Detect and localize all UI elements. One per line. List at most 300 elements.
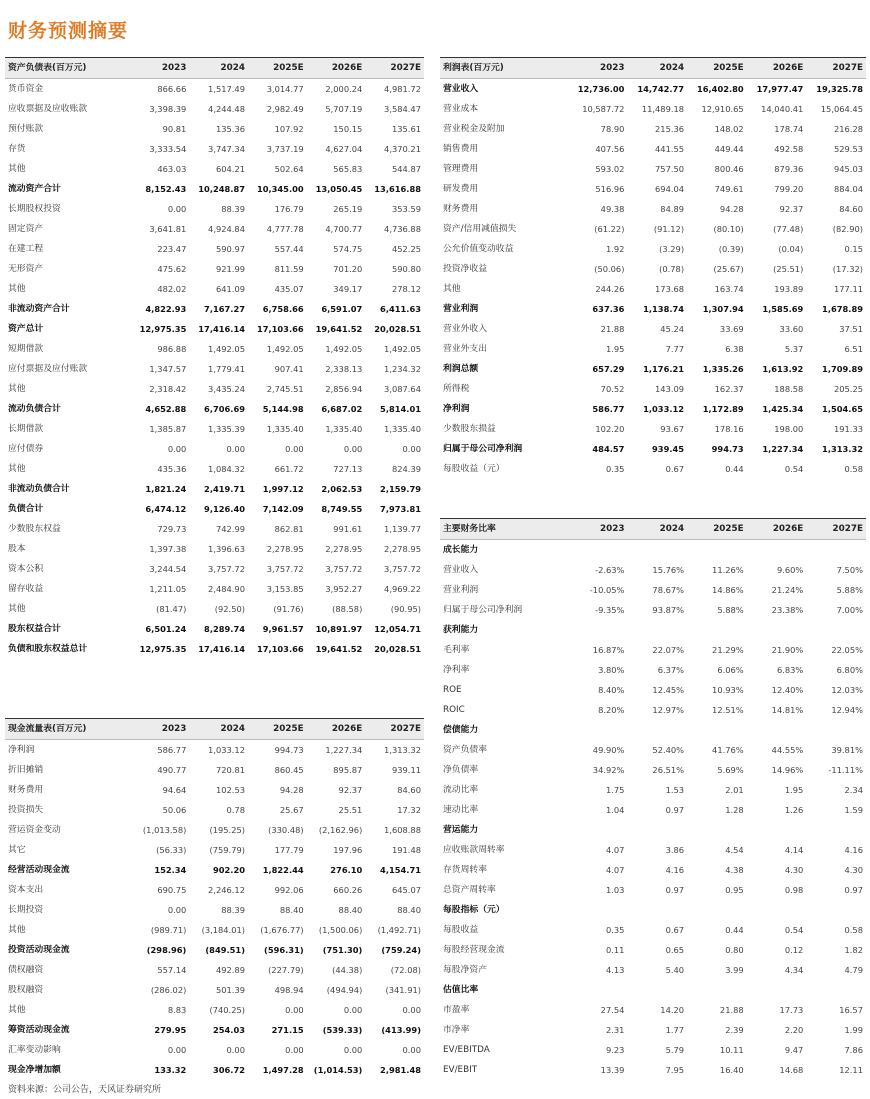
row-value: 7.77 (665, 344, 685, 354)
row-value: 12.40% (771, 685, 804, 695)
row-value: 2,856.94 (325, 384, 363, 394)
row-value: 3,244.54 (149, 564, 187, 574)
row-value (627, 820, 687, 840)
table-title: 主要财务比率 (440, 519, 568, 540)
row-label: 总资产周转率 (443, 885, 496, 895)
row-value: (989.71) (150, 925, 187, 935)
row-value: 3,747.34 (208, 144, 245, 154)
row-value: 452.25 (391, 244, 421, 254)
row-value: 94.64 (162, 785, 187, 795)
row-value: 0.00 (167, 444, 187, 454)
row-value: 94.28 (279, 785, 304, 795)
row-value: 498.94 (274, 985, 304, 995)
table-row (440, 319, 866, 339)
row-value: 162.37 (714, 384, 744, 394)
row-value: 21.29% (712, 645, 744, 655)
table-row (5, 740, 424, 761)
table-row (440, 880, 866, 900)
table-row (5, 159, 424, 179)
row-value (747, 900, 807, 920)
row-value (627, 620, 687, 640)
row-value: 6,758.66 (262, 304, 304, 314)
row-value (806, 540, 866, 561)
row-value: (88.58) (332, 604, 363, 614)
row-value: 5,144.98 (262, 404, 304, 414)
row-value: (330.48) (268, 825, 304, 835)
row-value: 7,973.81 (380, 504, 421, 514)
row-value (747, 620, 807, 640)
row-value: 84.60 (839, 204, 863, 214)
row-value: 435.07 (274, 284, 304, 294)
row-value: 265.19 (333, 204, 363, 214)
row-value: 41.76% (712, 745, 744, 755)
row-value: (341.91) (385, 985, 421, 995)
row-value: 986.88 (157, 344, 187, 354)
row-value: 720.81 (215, 765, 245, 775)
table-row (440, 1040, 866, 1060)
table-header-row (5, 719, 424, 740)
row-label: 长期借款 (8, 424, 44, 434)
row-value: (0.04) (778, 244, 804, 254)
row-value: 148.02 (714, 124, 744, 134)
row-value: 529.53 (833, 144, 863, 154)
row-value: 884.04 (833, 184, 863, 194)
row-label: 流动负债合计 (8, 404, 61, 414)
table-row (440, 239, 866, 259)
row-value: 11,489.18 (641, 104, 685, 114)
row-value: 544.87 (391, 164, 421, 174)
row-value: 701.20 (333, 264, 363, 274)
row-label: 其他 (8, 284, 26, 294)
row-value: 2,318.42 (149, 384, 187, 394)
row-value: 163.74 (714, 284, 744, 294)
row-value: 1,335.40 (384, 424, 421, 434)
table-row (5, 319, 424, 339)
row-value: 215.36 (655, 124, 685, 134)
row-label: 所得税 (443, 384, 470, 394)
row-value: 939.11 (391, 765, 421, 775)
year-header: 2023 (131, 719, 190, 740)
row-label: 速动比率 (443, 805, 479, 815)
row-label: 股东权益合计 (8, 624, 61, 634)
table-row (5, 780, 424, 800)
year-header: 2027E (365, 719, 424, 740)
row-label: 销售费用 (443, 144, 479, 154)
row-label: 应付票据及应付账款 (8, 364, 88, 374)
row-value: 1.82 (844, 945, 863, 955)
row-value: (2,162.96) (318, 825, 363, 835)
table-row (440, 119, 866, 139)
row-value: (195.25) (209, 825, 245, 835)
row-value (687, 620, 747, 640)
row-value: (849.51) (205, 945, 245, 955)
row-label: 公允价值变动收益 (443, 244, 514, 254)
row-value: 727.13 (333, 464, 363, 474)
row-value: 1.59 (844, 805, 863, 815)
row-label: 净利率 (443, 665, 470, 675)
row-value: (539.33) (322, 1025, 363, 1035)
table-row (440, 379, 866, 399)
row-value: 14,040.41 (761, 104, 804, 114)
row-value: 33.69 (719, 324, 744, 334)
row-value: (17.32) (832, 264, 863, 274)
row-value: 23.38% (771, 605, 804, 615)
row-value: 49.90% (592, 745, 625, 755)
row-value: 5,814.01 (380, 404, 421, 414)
row-value: 1,176.21 (643, 364, 685, 374)
row-value: 22.07% (652, 645, 685, 655)
row-value (627, 980, 687, 1000)
row-value: 0.12 (784, 945, 804, 955)
row-value: 660.26 (333, 885, 363, 895)
row-value: 10.93% (712, 685, 744, 695)
row-value: 799.20 (774, 184, 804, 194)
row-value: 12.03% (831, 685, 863, 695)
row-label: 长期股权投资 (8, 204, 61, 214)
row-value: 757.50 (655, 164, 685, 174)
row-value: 9,126.40 (204, 504, 245, 514)
row-value: 2,246.12 (208, 885, 245, 895)
row-value: 586.77 (157, 745, 187, 755)
row-value: 690.75 (157, 885, 187, 895)
row-value: 2.31 (605, 1025, 625, 1035)
row-label: 留存收益 (8, 584, 44, 594)
row-label: 存货周转率 (443, 865, 487, 875)
table-row (5, 639, 424, 659)
table-row (5, 920, 424, 940)
row-value: 6,591.07 (321, 304, 363, 314)
year-header: 2025E (248, 58, 307, 79)
row-value (627, 540, 687, 561)
year-header: 2026E (307, 58, 366, 79)
row-value: 729.73 (157, 524, 187, 534)
row-value: 3,584.47 (384, 104, 421, 114)
row-value: (72.08) (390, 965, 421, 975)
row-value: 0.00 (343, 1005, 363, 1015)
table-row (5, 1040, 424, 1060)
table-row (440, 860, 866, 880)
row-value: 0.54 (784, 925, 804, 935)
row-value: 10.11 (719, 1045, 744, 1055)
row-value: 2,159.79 (380, 484, 421, 494)
row-value: (759.79) (209, 845, 245, 855)
row-value: 93.87% (652, 605, 685, 615)
row-value: 945.03 (833, 164, 863, 174)
row-value: 12.94% (831, 705, 863, 715)
row-value: 449.44 (714, 144, 744, 154)
row-value (627, 720, 687, 740)
row-value: 49.38 (600, 204, 625, 214)
row-value: 1,234.32 (384, 364, 421, 374)
table-title: 资产负债表(百万元) (5, 58, 131, 79)
row-value: 1,313.32 (822, 444, 863, 454)
row-label: 营业外支出 (443, 344, 487, 354)
row-label: 货币资金 (8, 84, 44, 94)
financial-ratios-table (440, 518, 866, 1080)
row-value: 1,335.40 (325, 424, 363, 434)
row-label: 营业成本 (443, 104, 479, 114)
row-value: 17,103.66 (256, 644, 304, 654)
row-value: 16,402.80 (696, 84, 744, 94)
year-header: 2026E (307, 719, 366, 740)
year-header: 2024 (627, 519, 687, 540)
row-value: 590.97 (215, 244, 245, 254)
row-label: 流动比率 (443, 785, 479, 795)
row-value: 490.77 (157, 765, 187, 775)
row-value: 1,504.65 (822, 404, 863, 414)
row-label: 营运能力 (443, 825, 479, 835)
row-value: 4.13 (605, 965, 625, 975)
row-value: 484.57 (592, 444, 625, 454)
table-row (440, 259, 866, 279)
row-value: (1,013.58) (142, 825, 187, 835)
row-value: 1,313.32 (384, 745, 421, 755)
table-row (440, 279, 866, 299)
table-row (440, 419, 866, 439)
row-value: 25.51 (338, 805, 363, 815)
row-value: 5.69% (717, 765, 744, 775)
row-value: (92.50) (214, 604, 245, 614)
row-value: 4,627.04 (325, 144, 363, 154)
row-value: 4.38 (725, 865, 744, 875)
row-value: 198.00 (774, 424, 804, 434)
row-value (747, 720, 807, 740)
row-value: 16.87% (592, 645, 625, 655)
row-value: 1,492.05 (266, 344, 304, 354)
row-label: ROE (443, 685, 462, 695)
table-row (5, 399, 424, 419)
row-value: 586.77 (592, 404, 625, 414)
row-value: 1,227.34 (762, 444, 804, 454)
table-row (440, 560, 866, 580)
row-label: 资本支出 (8, 885, 44, 895)
row-value: 7.86 (844, 1045, 863, 1055)
row-value: 4.30 (844, 865, 863, 875)
table-row (5, 519, 424, 539)
row-value: 178.74 (774, 124, 804, 134)
row-value: (25.67) (713, 264, 744, 274)
row-value: 860.45 (274, 765, 304, 775)
row-value: 188.58 (774, 384, 804, 394)
row-value: 2.39 (725, 1025, 744, 1035)
row-value: 1,608.88 (384, 825, 421, 835)
row-value: 3,435.24 (208, 384, 245, 394)
row-value: 604.21 (215, 164, 245, 174)
row-value: 482.02 (157, 284, 187, 294)
year-header: 2027E (806, 58, 866, 79)
row-value: 92.37 (779, 204, 804, 214)
row-value: 8.20% (598, 705, 625, 715)
row-value: 276.10 (330, 865, 363, 875)
row-label: 在建工程 (8, 244, 44, 254)
row-label: 管理费用 (443, 164, 479, 174)
table-row (5, 1000, 424, 1020)
row-value: 1.28 (725, 805, 744, 815)
row-value: 27.54 (600, 1005, 625, 1015)
row-value: 11.26% (712, 565, 744, 575)
section-row (440, 980, 866, 1000)
row-label: 筹资活动现金流 (8, 1025, 70, 1035)
row-value: 492.89 (215, 965, 245, 975)
row-value: 3,757.72 (208, 564, 245, 574)
row-value: 492.58 (774, 144, 804, 154)
row-value: 0.97 (844, 885, 863, 895)
row-value: (759.24) (381, 945, 421, 955)
row-value: 0.00 (343, 1045, 363, 1055)
row-value: 1.95 (605, 344, 625, 354)
row-label: 现金净增加额 (8, 1065, 61, 1075)
table-row (5, 179, 424, 199)
row-value: 78.90 (600, 124, 625, 134)
row-value: 12.11 (839, 1065, 863, 1075)
row-label: 投资净收益 (443, 264, 487, 274)
row-value: 5.40 (665, 965, 685, 975)
table-row (5, 900, 424, 920)
row-value: 2,278.95 (266, 544, 304, 554)
row-label: 固定资产 (8, 224, 44, 234)
row-value: 1,138.74 (643, 304, 685, 314)
row-value: 8,289.74 (204, 624, 245, 634)
row-value: 92.37 (338, 785, 363, 795)
row-value: 15,064.45 (820, 104, 863, 114)
row-value: 20,028.51 (374, 644, 421, 654)
row-value: 10,891.97 (315, 624, 363, 634)
row-value: -10.05% (589, 585, 625, 595)
row-value: (77.48) (773, 224, 804, 234)
row-value: 4.14 (784, 845, 804, 855)
row-value: (413.99) (381, 1025, 421, 1035)
row-label: 负债合计 (8, 504, 44, 514)
row-value: 1.77 (665, 1025, 685, 1035)
row-value: 407.56 (595, 144, 625, 154)
section-row (440, 540, 866, 561)
row-label: 其他 (8, 384, 26, 394)
row-label: 其他 (8, 464, 26, 474)
row-value: 13,616.88 (374, 184, 421, 194)
row-value: 0.00 (167, 1045, 187, 1055)
row-value: (82.90) (832, 224, 863, 234)
row-value: 641.09 (215, 284, 245, 294)
section-row (440, 620, 866, 640)
row-value: 349.17 (333, 284, 363, 294)
row-value (568, 820, 628, 840)
row-value: 2,000.24 (325, 84, 363, 94)
row-value: 557.14 (157, 965, 187, 975)
row-value: 824.39 (391, 464, 421, 474)
table-row (440, 439, 866, 459)
row-value: 5.37 (784, 344, 804, 354)
row-label: 流动资产合计 (8, 184, 61, 194)
row-value: 0.00 (226, 444, 245, 454)
row-value: 177.79 (274, 845, 304, 855)
row-label: 其他 (8, 925, 26, 935)
row-value: 907.41 (274, 364, 304, 374)
row-value: 15.76% (652, 565, 685, 575)
row-label: 应收票据及应收账款 (8, 104, 88, 114)
row-value: 14.86% (712, 585, 744, 595)
row-value: 17,416.14 (198, 644, 245, 654)
table-row (5, 960, 424, 980)
table-row (440, 159, 866, 179)
row-value: 991.61 (333, 524, 363, 534)
row-value: 1.75 (605, 785, 625, 795)
row-value (806, 620, 866, 640)
row-label: 短期借款 (8, 344, 44, 354)
row-value: 994.73 (711, 444, 744, 454)
row-value: (81.47) (156, 604, 187, 614)
row-value: 1,997.12 (262, 484, 304, 494)
row-value: (0.78) (659, 264, 685, 274)
row-label: 利润总额 (443, 364, 479, 374)
row-value: 6,411.63 (380, 304, 421, 314)
table-row (5, 139, 424, 159)
row-label: 每股指标（元） (443, 905, 505, 915)
row-value: 14,742.77 (637, 84, 685, 94)
row-value: (740.25) (209, 1005, 245, 1015)
row-value: 4,154.71 (380, 865, 421, 875)
row-value: 3,757.72 (266, 564, 304, 574)
table-row (440, 359, 866, 379)
row-value: 921.99 (215, 264, 245, 274)
row-label: 资产总计 (8, 324, 44, 334)
row-value: 1,033.12 (208, 745, 245, 755)
row-value: -11.11% (828, 765, 863, 775)
row-value: 4,822.93 (145, 304, 187, 314)
row-value: (25.51) (773, 264, 804, 274)
table-row (5, 299, 424, 319)
row-value: 17,103.66 (256, 324, 304, 334)
year-header: 2024 (189, 58, 248, 79)
source-note: 资料来源：公司公告，天风证券研究所 (8, 1085, 162, 1095)
table-row (5, 539, 424, 559)
row-value: 44.55% (771, 745, 804, 755)
row-label: 少数股东损益 (443, 424, 496, 434)
row-label: ROIC (443, 705, 465, 715)
row-label: 投资损失 (8, 805, 44, 815)
section-row (440, 900, 866, 920)
row-value: 742.99 (215, 524, 245, 534)
row-value: 0.00 (167, 204, 187, 214)
row-value: 102.20 (595, 424, 625, 434)
row-value: 19,641.52 (315, 644, 363, 654)
row-value: (298.96) (146, 945, 187, 955)
row-value: 152.34 (154, 865, 187, 875)
row-value: 16.57 (839, 1005, 863, 1015)
row-value: 78.67% (652, 585, 685, 595)
row-value: 197.96 (333, 845, 363, 855)
row-value (568, 620, 628, 640)
row-value: 0.00 (343, 444, 363, 454)
row-value: 178.16 (714, 424, 744, 434)
row-value: 1,385.87 (149, 424, 187, 434)
row-label: 营业收入 (443, 84, 479, 94)
row-label: 其他 (8, 164, 26, 174)
table-row (440, 680, 866, 700)
row-value: 1,347.57 (149, 364, 187, 374)
row-value: 463.03 (157, 164, 187, 174)
row-value: 6,706.69 (204, 404, 245, 414)
row-label: 每股收益 (443, 925, 479, 935)
table-row (440, 840, 866, 860)
row-value: 3,641.81 (149, 224, 187, 234)
table-row (5, 760, 424, 780)
row-value: 3.86 (665, 845, 685, 855)
row-value: 4.54 (725, 845, 744, 855)
row-value: 435.36 (157, 464, 187, 474)
row-label: 资产负债率 (443, 745, 487, 755)
row-label: 获利能力 (443, 625, 479, 635)
row-value: 14.20 (660, 1005, 685, 1015)
